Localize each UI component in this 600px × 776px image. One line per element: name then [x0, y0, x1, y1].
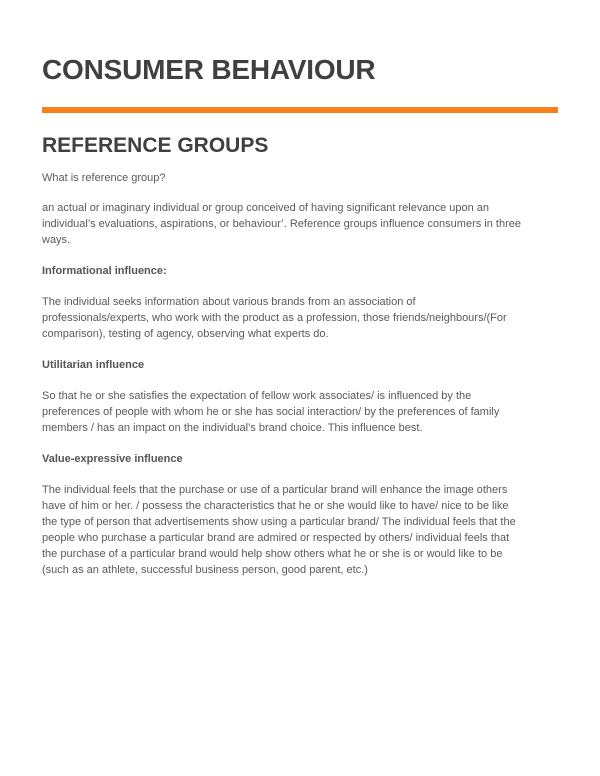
definition-line: individual’s evaluations, aspirations, or behaviour’. Reference groups influence consumers in three [42, 218, 521, 230]
subheading-utilitarian: Utilitarian influence [42, 359, 145, 371]
paragraph-line: comparison), testing of agency, observing what experts do. [42, 328, 329, 340]
definition-paragraph [42, 200, 558, 248]
paragraph-line: the type of person that advertisements show using a particular brand/ The individual feels that the [42, 516, 516, 528]
informational-paragraph [42, 294, 558, 342]
paragraph-line: The individual feels that the purchase or use of a particular brand will enhance the image others [42, 484, 508, 496]
paragraph-line: members / has an impact on the individual’s brand choice. This influence best. [42, 422, 423, 434]
definition-line: an actual or imaginary individual or group conceived of having significant relevance upon an [42, 202, 489, 214]
paragraph-line: So that he or she satisfies the expectation of fellow work associates/ is influenced by the [42, 390, 472, 402]
subheading-informational: Informational influence: [42, 265, 167, 277]
section-title: REFERENCE GROUPS [42, 134, 269, 157]
paragraph-line: preferences of people with whom he or she has social interaction/ by the preferences of family [42, 406, 500, 418]
paragraph-line: professionals/experts, who work with the product as a profession, those friends/neighbours/(For [42, 312, 507, 324]
document-title: CONSUMER BEHAVIOUR [42, 54, 376, 85]
value-expressive-paragraph [42, 482, 558, 578]
title-divider [42, 107, 558, 113]
document-body [42, 170, 558, 578]
question-text: What is reference group? [42, 172, 166, 184]
paragraph-line: have of him or her. / possess the characteristics that he or she would like to have/ nice to be like [42, 500, 509, 512]
paragraph-line: (such as an athlete, successful business person, good parent, etc.) [42, 564, 368, 576]
subheading-value-expressive: Value-expressive influence [42, 453, 183, 465]
paragraph-line: the purchase of a particular brand would help show others what he or she is or would like to be [42, 548, 503, 560]
definition-line: ways. [42, 234, 71, 246]
utilitarian-paragraph [42, 388, 558, 436]
paragraph-line: The individual seeks information about various brands from an association of [42, 296, 416, 308]
paragraph-line: people who purchase a particular brand are admired or respected by others/ individual feels that [42, 532, 510, 544]
